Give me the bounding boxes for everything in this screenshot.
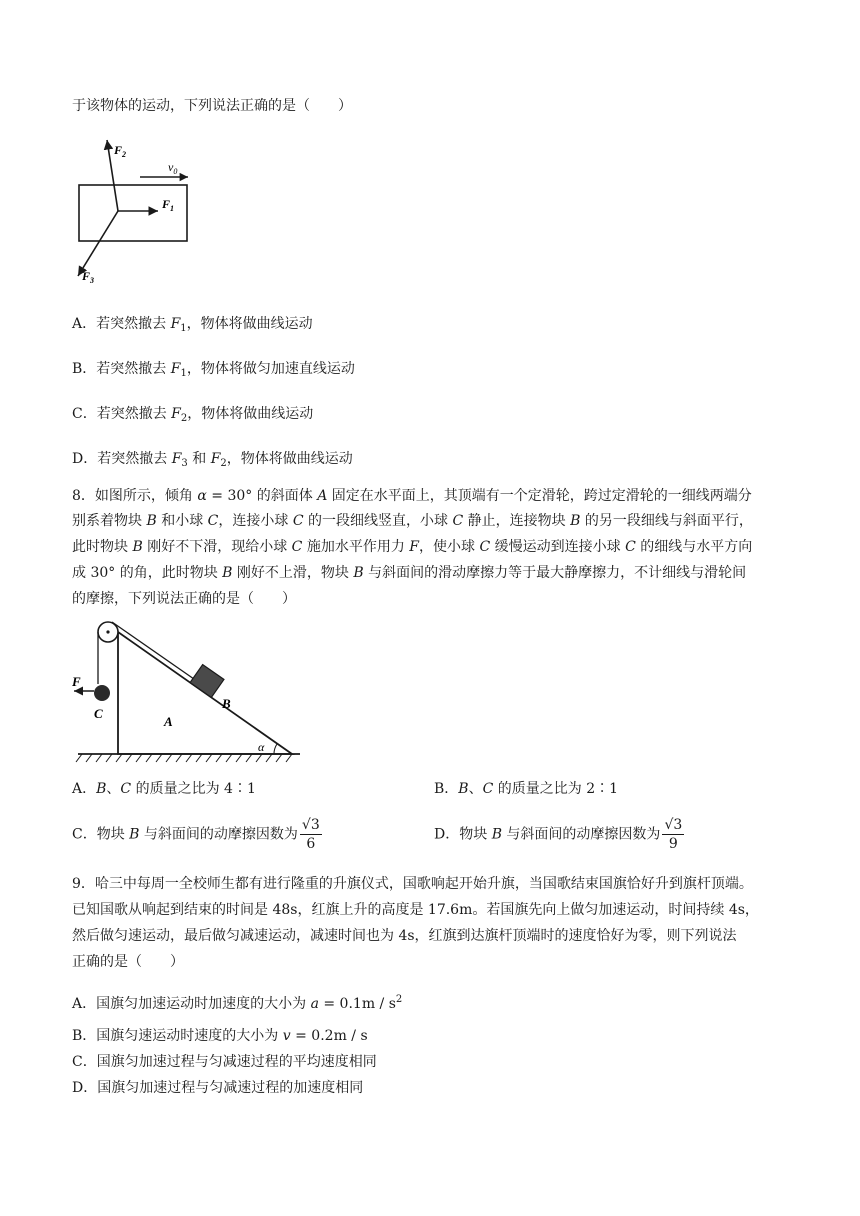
q8-stem-line-4: 成 30° 的角，此时物块 B 刚好不上滑，物块 B 与斜面间的滑动摩擦力等于最大静摩擦力，不计细线与滑轮间 bbox=[72, 565, 747, 581]
q8-label-c: C bbox=[94, 706, 103, 721]
q7-option-c: C．若突然撤去 $F_2$，物体将做曲线运动 bbox=[72, 406, 314, 424]
q9-stem-line-4: 正确的是（ ） bbox=[72, 954, 184, 970]
q9-stem-line-3: 然后做匀速运动，最后做匀减速运动，减速时间也为 4s，红旗到达旗杆顶端时的速度恰好为零，则下列说法 bbox=[72, 928, 737, 944]
q8-ball-c bbox=[94, 685, 110, 701]
q8-option-d-fraction: $\frac{√3}{9}$ bbox=[664, 817, 683, 852]
q7-block bbox=[79, 185, 187, 241]
q8-string-to-b bbox=[112, 622, 204, 686]
q9-option-c: C．国旗匀加速过程与匀减速过程的平均速度相同 bbox=[72, 1054, 377, 1070]
q8-label-alpha: α bbox=[258, 740, 265, 754]
q7-f1-label: $F_1$ bbox=[162, 197, 175, 213]
q7-f3-label: $F_3$ bbox=[82, 269, 95, 285]
q8-option-c-fraction: $\frac{√3}{6}$ bbox=[301, 817, 320, 852]
q7-v0-label: $v_0$ bbox=[168, 160, 178, 176]
q8-stem-line-1: 8．如图所示，倾角 α = 30° 的斜面体 A 固定在水平面上，其顶端有一个定滑轮，跨过定滑轮的一细线两端分 bbox=[72, 488, 752, 504]
q8-stem-line-2: 别系着物块 B 和小球 C，连接小球 C 的一段细线竖直，小球 C 静止，连接物块 B 的另一段细线与斜面平行， bbox=[72, 513, 753, 529]
q7-force-diagram bbox=[70, 138, 220, 288]
q7-option-d: D．若突然撤去 $F_3$ 和 $F_2$，物体将做曲线运动 bbox=[72, 451, 353, 469]
q8-ground-hatch bbox=[76, 754, 292, 762]
q7-f3-arrow bbox=[78, 211, 118, 276]
q8-option-a: A．B、C 的质量之比为 4∶1 bbox=[72, 781, 256, 797]
q7-option-a: A．若突然撤去 $F_1$，物体将做曲线运动 bbox=[72, 316, 313, 334]
q8-block-b bbox=[190, 665, 224, 698]
q8-incline-diagram bbox=[68, 618, 308, 778]
q8-stem-line-3: 此时物块 B 刚好不下滑，现给小球 C 施加水平作用力 F，使小球 C 缓慢运动到连接小球 C 的细线与水平方向 bbox=[72, 539, 753, 555]
q8-label-b: B bbox=[222, 696, 231, 711]
q9-option-a: A．国旗匀加速运动时加速度的大小为 $a = 0.1m / s^2$ bbox=[72, 994, 403, 1012]
q7-option-b: B．若突然撤去 $F_1$，物体将做匀加速直线运动 bbox=[72, 361, 355, 379]
q8-stem-line-5: 的摩擦，下列说法正确的是（ ） bbox=[72, 591, 296, 607]
q7-stem-tail: 于该物体的运动，下列说法正确的是（ ） bbox=[72, 98, 352, 114]
q7-f2-label: $F_2$ bbox=[114, 143, 127, 159]
q8-label-f: F bbox=[72, 674, 81, 689]
q9-stem-line-2: 已知国歌从响起到结束的时间是 48s，红旗上升的高度是 17.6m。若国旗先向上做匀加速运动，时间持续 4s， bbox=[72, 902, 759, 918]
q8-option-b: B．B、C 的质量之比为 2∶1 bbox=[434, 781, 619, 797]
q9-option-d: D．国旗匀加速过程与匀减速过程的加速度相同 bbox=[72, 1080, 364, 1096]
q9-option-b: B．国旗匀速运动时速度的大小为 v = 0.2m / s bbox=[72, 1028, 368, 1044]
q8-angle-arc bbox=[274, 744, 277, 754]
q9-stem-line-1: 9．哈三中每周一全校师生都有进行隆重的升旗仪式，国歌响起开始升旗，当国歌结束国旗恰好升到旗杆顶端。 bbox=[72, 876, 753, 892]
q8-option-c: C．物块 B 与斜面间的动摩擦因数为 $\frac{√3}{6}$ bbox=[72, 817, 320, 852]
q8-option-d: D．物块 B 与斜面间的动摩擦因数为 $\frac{√3}{9}$ bbox=[434, 817, 683, 852]
q8-label-a: A bbox=[164, 714, 173, 729]
